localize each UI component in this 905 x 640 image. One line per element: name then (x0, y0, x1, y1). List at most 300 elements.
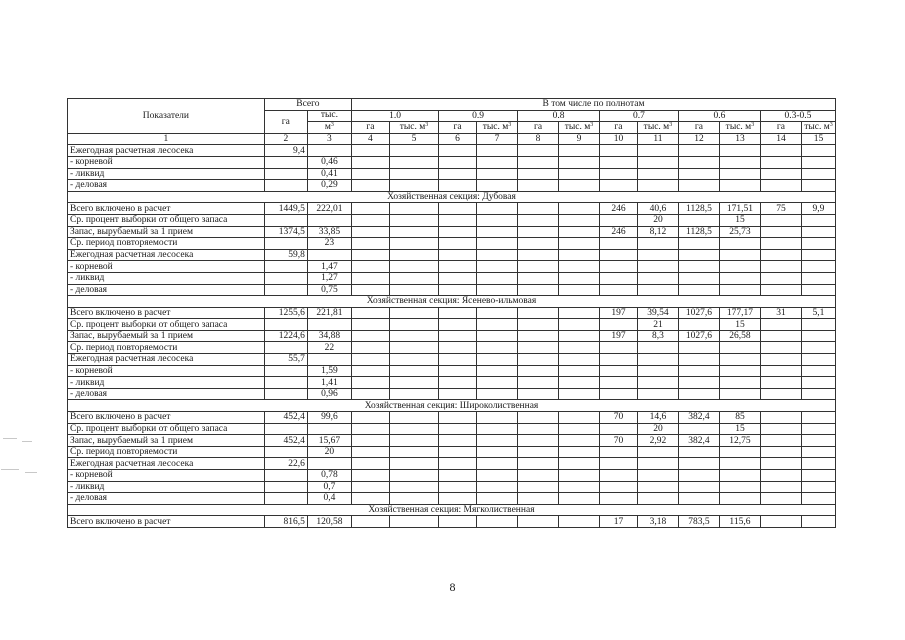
row-label: - деловая (68, 284, 265, 296)
table-cell: 70 (600, 435, 638, 447)
table-cell (518, 365, 559, 377)
total-ha-header: га (264, 110, 307, 133)
table-row (68, 214, 836, 226)
table-cell (439, 214, 477, 226)
table-cell (600, 342, 638, 354)
table-cell (477, 214, 518, 226)
table-row (68, 226, 836, 238)
table-cell (518, 284, 559, 296)
table-cell (719, 446, 760, 458)
table-cell (477, 446, 518, 458)
table-cell (439, 145, 477, 157)
table-cell (559, 516, 600, 528)
table-cell (600, 377, 638, 389)
table-cell (518, 249, 559, 261)
table-cell (307, 319, 351, 331)
table-cell: 452,4 (264, 435, 307, 447)
table-cell (477, 145, 518, 157)
table-cell (477, 168, 518, 180)
table-cell (801, 261, 835, 273)
table-cell (637, 284, 678, 296)
table-cell (264, 470, 307, 482)
table-cell (439, 226, 477, 238)
table-cell (351, 226, 389, 238)
table-cell (801, 342, 835, 354)
row-label: Ежегодная расчетная лесосека (68, 249, 265, 261)
table-cell (559, 330, 600, 342)
table-cell: 1,47 (307, 261, 351, 273)
table-cell (559, 249, 600, 261)
table-cell (559, 481, 600, 493)
table-cell (801, 238, 835, 250)
table-cell: 25,73 (719, 226, 760, 238)
table-cell (477, 516, 518, 528)
table-cell: 33,85 (307, 226, 351, 238)
table-cell (637, 493, 678, 505)
table-cell: 382,4 (678, 435, 719, 447)
table-cell (559, 435, 600, 447)
table-cell (600, 493, 638, 505)
table-cell (559, 365, 600, 377)
column-number: 8 (518, 133, 559, 145)
density-header: 0.7 (600, 110, 679, 122)
table-cell (351, 516, 389, 528)
table-cell: 0,78 (307, 470, 351, 482)
table-cell (760, 272, 801, 284)
table-cell (477, 388, 518, 400)
table-cell (389, 203, 438, 215)
section-header-row (68, 504, 836, 516)
table-cell (719, 284, 760, 296)
table-cell (760, 238, 801, 250)
table-cell: 75 (760, 203, 801, 215)
table-cell (801, 458, 835, 470)
table-cell (678, 156, 719, 168)
table-row (68, 203, 836, 215)
section-title: Хозяйственная секция: Дубовая (68, 191, 836, 203)
density-ha-header: га (678, 122, 719, 134)
table-cell (351, 458, 389, 470)
table-cell (439, 168, 477, 180)
table-row (68, 435, 836, 447)
table-cell (760, 516, 801, 528)
table-cell (678, 354, 719, 366)
table-cell (439, 180, 477, 192)
table-cell (389, 238, 438, 250)
table-cell (760, 481, 801, 493)
table-cell (518, 458, 559, 470)
table-cell (389, 249, 438, 261)
table-cell (307, 458, 351, 470)
table-cell: 382,4 (678, 412, 719, 424)
table-cell (678, 272, 719, 284)
table-cell (719, 168, 760, 180)
table-cell (600, 388, 638, 400)
table-cell (719, 470, 760, 482)
row-label: - деловая (68, 388, 265, 400)
table-cell (389, 272, 438, 284)
table-cell: 816,5 (264, 516, 307, 528)
density-ha-header: га (600, 122, 638, 134)
table-cell (477, 319, 518, 331)
table-cell (351, 145, 389, 157)
table-cell: 120,58 (307, 516, 351, 528)
total-header: Всего (264, 99, 351, 111)
table-cell (801, 249, 835, 261)
table-cell: 17 (600, 516, 638, 528)
row-label: Запас, вырубаемый за 1 прием (68, 330, 265, 342)
table-cell: 15 (719, 319, 760, 331)
table-cell: 0,96 (307, 388, 351, 400)
table-cell (439, 238, 477, 250)
table-cell (389, 330, 438, 342)
table-cell (264, 446, 307, 458)
table-cell (477, 470, 518, 482)
table-cell (264, 168, 307, 180)
table-cell (678, 180, 719, 192)
row-label: - корневой (68, 261, 265, 273)
column-number: 14 (760, 133, 801, 145)
table-cell (559, 388, 600, 400)
table-cell (760, 446, 801, 458)
table-cell (351, 284, 389, 296)
table-cell (719, 342, 760, 354)
table-cell (264, 180, 307, 192)
table-cell (307, 423, 351, 435)
table-cell (637, 156, 678, 168)
table-cell (439, 365, 477, 377)
table-cell (600, 319, 638, 331)
table-cell (439, 307, 477, 319)
table-cell (389, 284, 438, 296)
table-cell (637, 145, 678, 157)
table-row (68, 238, 836, 250)
table-cell (760, 168, 801, 180)
table-cell (351, 168, 389, 180)
table-cell (637, 249, 678, 261)
table-cell (477, 412, 518, 424)
table-cell (351, 481, 389, 493)
table-cell (439, 330, 477, 342)
table-cell (678, 377, 719, 389)
table-cell (600, 272, 638, 284)
table-cell: 221,81 (307, 307, 351, 319)
table-cell (439, 458, 477, 470)
table-cell: 5,1 (801, 307, 835, 319)
table-cell (760, 156, 801, 168)
table-cell (760, 354, 801, 366)
table-cell (559, 446, 600, 458)
table-cell (559, 284, 600, 296)
table-cell (719, 180, 760, 192)
table-cell: 59,8 (264, 249, 307, 261)
table-cell (351, 423, 389, 435)
table-cell: 171,51 (719, 203, 760, 215)
table-cell (801, 354, 835, 366)
section-title: Хозяйственная секция: Широколиственная (68, 400, 836, 412)
table-cell (264, 342, 307, 354)
table-cell (389, 470, 438, 482)
table-cell (518, 203, 559, 215)
table-cell (801, 168, 835, 180)
table-cell: 1027,6 (678, 307, 719, 319)
table-cell (637, 272, 678, 284)
table-cell: 1,27 (307, 272, 351, 284)
table-cell (351, 388, 389, 400)
table-cell: 1224,6 (264, 330, 307, 342)
table-cell (600, 261, 638, 273)
row-label: Ежегодная расчетная лесосека (68, 354, 265, 366)
table-cell (518, 272, 559, 284)
table-cell (518, 307, 559, 319)
table-cell (678, 284, 719, 296)
table-cell (264, 377, 307, 389)
row-label: - деловая (68, 180, 265, 192)
table-cell (439, 493, 477, 505)
table-cell (439, 284, 477, 296)
density-header: 0.3-0.5 (760, 110, 835, 122)
table-cell (518, 446, 559, 458)
table-cell (559, 412, 600, 424)
column-number: 13 (719, 133, 760, 145)
table-cell: 115,6 (719, 516, 760, 528)
table-cell (264, 388, 307, 400)
table-cell (351, 342, 389, 354)
table-cell (637, 365, 678, 377)
table-cell: 14,6 (637, 412, 678, 424)
table-cell (264, 214, 307, 226)
by-density-header: В том числе по полнотам (351, 99, 835, 111)
row-label: Запас, вырубаемый за 1 прием (68, 435, 265, 447)
table-cell (678, 214, 719, 226)
row-label: - корневой (68, 156, 265, 168)
table-cell (801, 214, 835, 226)
table-cell (351, 319, 389, 331)
table-cell (760, 412, 801, 424)
forest-harvest-table (67, 98, 836, 528)
table-cell: 1449,5 (264, 203, 307, 215)
table-cell (439, 423, 477, 435)
row-label: Ср. период повторяемости (68, 446, 265, 458)
table-cell (439, 470, 477, 482)
table-cell (760, 261, 801, 273)
table-cell (600, 145, 638, 157)
page-number: 8 (449, 580, 456, 594)
row-label: Всего включено в расчет (68, 307, 265, 319)
table-cell: 1128,5 (678, 226, 719, 238)
table-cell (389, 145, 438, 157)
table-cell (678, 481, 719, 493)
table-cell (351, 377, 389, 389)
column-number: 2 (264, 133, 307, 145)
table-cell (559, 423, 600, 435)
row-label: - ликвид (68, 481, 265, 493)
table-cell (678, 249, 719, 261)
table-cell (307, 249, 351, 261)
table-cell (518, 319, 559, 331)
table-cell (439, 272, 477, 284)
table-cell (559, 342, 600, 354)
table-cell: 15 (719, 423, 760, 435)
table-cell (678, 238, 719, 250)
table-cell (559, 458, 600, 470)
table-row (68, 516, 836, 528)
table-cell (518, 388, 559, 400)
table-row (68, 168, 836, 180)
total-thous-header: тыс. (307, 110, 351, 122)
column-number: 10 (600, 133, 638, 145)
table-cell (559, 145, 600, 157)
table-cell (351, 203, 389, 215)
table-cell (389, 446, 438, 458)
table-cell (264, 481, 307, 493)
table-cell (719, 272, 760, 284)
table-cell: 452,4 (264, 412, 307, 424)
table-cell (559, 319, 600, 331)
density-ha-header: га (760, 122, 801, 134)
table-cell: 1,41 (307, 377, 351, 389)
table-cell (637, 168, 678, 180)
table-cell (389, 493, 438, 505)
table-cell: 246 (600, 226, 638, 238)
table-cell (439, 249, 477, 261)
table-cell: 15 (719, 214, 760, 226)
table-cell (637, 180, 678, 192)
table-cell (678, 423, 719, 435)
table-cell (760, 226, 801, 238)
table-cell (518, 330, 559, 342)
table-row (68, 249, 836, 261)
table-cell (719, 493, 760, 505)
table-cell (389, 354, 438, 366)
table-cell: 20 (307, 446, 351, 458)
table-cell (760, 342, 801, 354)
table-cell (477, 481, 518, 493)
table-cell (351, 470, 389, 482)
table-cell: 22 (307, 342, 351, 354)
table-cell: 3,18 (637, 516, 678, 528)
table-cell (307, 145, 351, 157)
table-row (68, 180, 836, 192)
table-cell: 0,29 (307, 180, 351, 192)
table-cell (439, 435, 477, 447)
table-cell (678, 388, 719, 400)
table-cell (559, 238, 600, 250)
table-cell: 0,75 (307, 284, 351, 296)
table-cell (439, 446, 477, 458)
table-cell: 20 (637, 214, 678, 226)
table-cell (801, 493, 835, 505)
column-number: 5 (389, 133, 438, 145)
table-cell (760, 214, 801, 226)
table-cell: 783,5 (678, 516, 719, 528)
table-cell (389, 156, 438, 168)
table-cell (559, 261, 600, 273)
column-number: 11 (637, 133, 678, 145)
table-row (68, 470, 836, 482)
table-cell (264, 423, 307, 435)
table-cell (351, 272, 389, 284)
table-cell: 22,6 (264, 458, 307, 470)
table-cell (801, 470, 835, 482)
table-cell (351, 446, 389, 458)
table-cell: 8,12 (637, 226, 678, 238)
table-cell (600, 284, 638, 296)
density-m3-header: тыс. $м^3$ (477, 122, 518, 134)
table-cell (477, 238, 518, 250)
table-cell (518, 354, 559, 366)
column-number: 4 (351, 133, 389, 145)
table-cell (719, 249, 760, 261)
table-cell: 197 (600, 330, 638, 342)
table-cell: 85 (719, 412, 760, 424)
table-cell: 20 (637, 423, 678, 435)
table-row (68, 388, 836, 400)
table-cell (637, 354, 678, 366)
table-cell (264, 156, 307, 168)
table-cell (801, 516, 835, 528)
table-cell (518, 493, 559, 505)
table-cell (760, 470, 801, 482)
table-cell (801, 180, 835, 192)
density-ha-header: га (518, 122, 559, 134)
table-cell: 40,6 (637, 203, 678, 215)
table-cell (600, 458, 638, 470)
table-cell (389, 342, 438, 354)
table-cell (719, 388, 760, 400)
table-cell (559, 354, 600, 366)
row-label: Ежегодная расчетная лесосека (68, 458, 265, 470)
density-m3-header: тыс. $м^3$ (389, 122, 438, 134)
table-row (68, 423, 836, 435)
table-cell (637, 377, 678, 389)
table-cell (637, 261, 678, 273)
table-cell (559, 214, 600, 226)
row-label: - корневой (68, 470, 265, 482)
table-cell: 9,9 (801, 203, 835, 215)
table-cell: 1374,5 (264, 226, 307, 238)
table-cell (518, 180, 559, 192)
table-cell (637, 458, 678, 470)
table-cell (264, 284, 307, 296)
table-row (68, 307, 836, 319)
table-cell (559, 470, 600, 482)
table-cell: 0,7 (307, 481, 351, 493)
table-cell: 21 (637, 319, 678, 331)
indicators-header: Показатели (68, 99, 265, 134)
table-cell (518, 156, 559, 168)
table-cell (600, 446, 638, 458)
table-cell: 1128,5 (678, 203, 719, 215)
table-row (68, 156, 836, 168)
table-cell (801, 156, 835, 168)
table-cell: 0,46 (307, 156, 351, 168)
table-cell (678, 319, 719, 331)
table-row (68, 365, 836, 377)
table-cell (719, 354, 760, 366)
table-cell (600, 365, 638, 377)
table-cell (719, 261, 760, 273)
row-label: Ежегодная расчетная лесосека (68, 145, 265, 157)
table-cell (760, 423, 801, 435)
table-cell (351, 412, 389, 424)
table-cell (264, 272, 307, 284)
table-cell (760, 365, 801, 377)
table-cell (264, 238, 307, 250)
table-cell (518, 435, 559, 447)
table-row (68, 342, 836, 354)
table-cell (760, 458, 801, 470)
